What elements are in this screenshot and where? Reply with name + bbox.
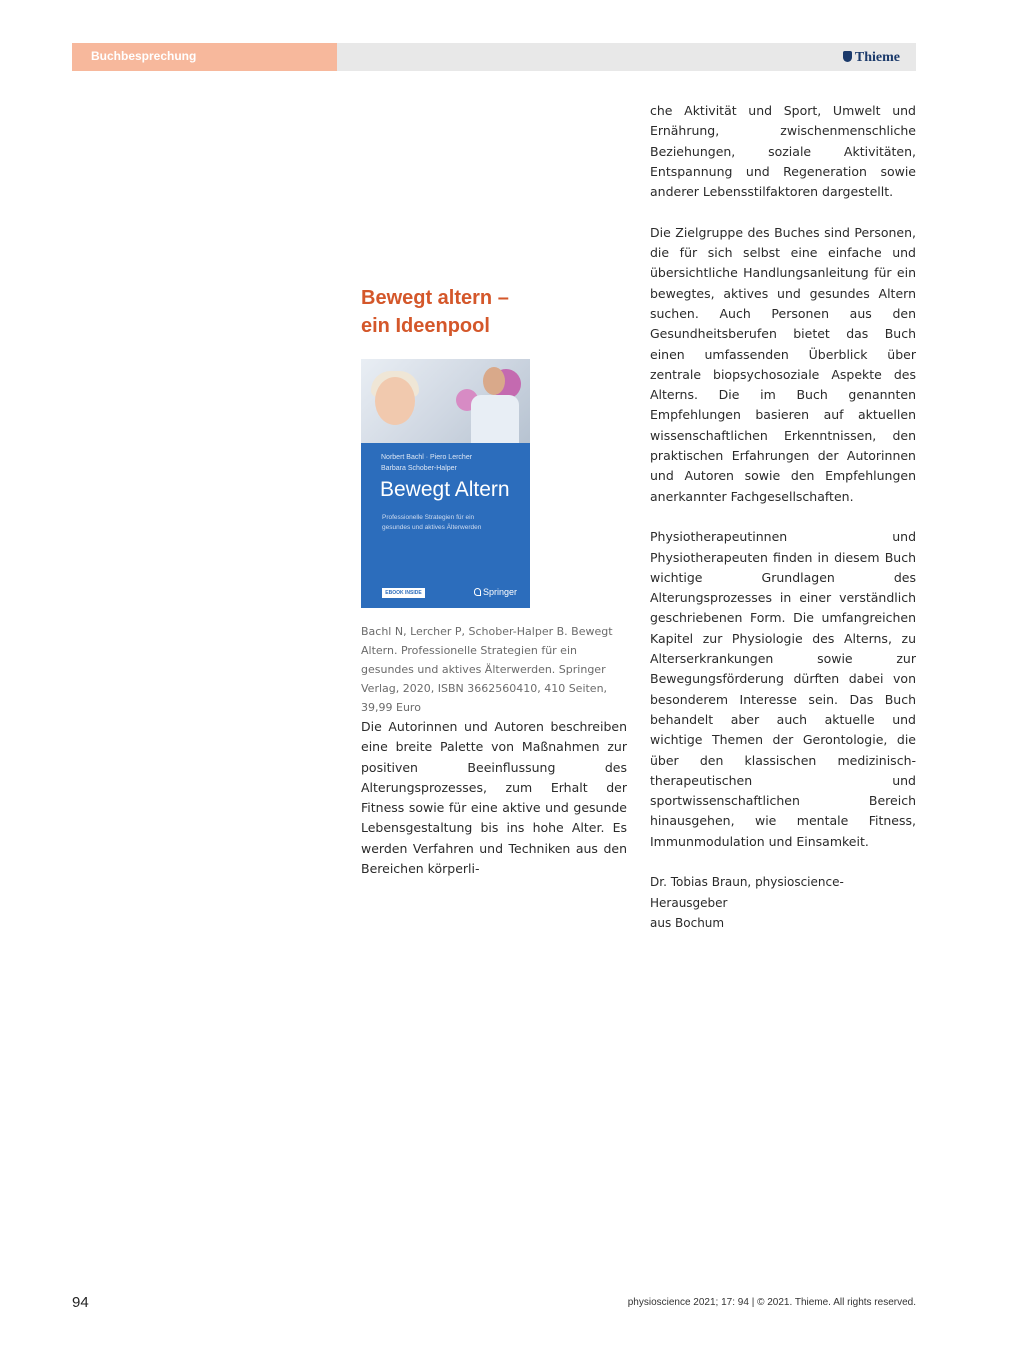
man-face-shape [483,367,505,395]
cover-title: Bewegt Altern [380,478,510,501]
cover-author-line: Norbert Bachl · Piero Lercher [381,454,473,461]
cover-publisher [474,587,517,597]
book-citation-caption: Bachl N, Lercher P, Schober-Halper B. Bewegt Altern. Professionelle Strategien für ein gesundes und aktives Älterwerden. Springer Verlag, 2020, ISBN 3662560410, 410 Seiten, 39,99 Euro [361,625,613,714]
cover-authors [381,452,526,474]
signature-line: Dr. Tobias Braun, physioscience-Herausgeber [650,875,844,910]
cover-author-line: Barbara Schober-Halper [381,465,457,472]
woman-face-shape [375,377,415,425]
signature-line: aus Bochum [650,915,725,930]
article-title-line-2: ein Ideenpool [361,315,490,337]
section-label: Buchbesprechung [72,43,337,71]
book-cover-image [361,359,530,608]
body-paragraph: che Aktivität und Sport, Umwelt und Ernährung, zwischenmenschliche Beziehungen, soziale Aktivitäten, Entspannung und Regeneration sowie anderer Lebensstilfaktoren dargestellt. [650,103,916,200]
body-paragraph: Physiotherapeutinnen und Physiotherapeuten finden in diesem Buch wichtige Grundlagen des Alterungsprozesses in einer verständlich geschriebenen Form. Die umfangreichen Kapitel zur Physiologie des Alterns, zu Alterserkrankungen sowie zur Bewegungsförderung dürften dabei von besonderem Interesse sein. Das Buch behandelt aber auch aktuelle und wichtige Themen der Gerontologie, die über den klassischen medizinisch-therapeutischen und sportwissenschaftlichen Bereich hinausgehen, wie mentale Fitness, Immunmodulation und Einsamkeit. [650,529,916,849]
body-column-left [361,717,627,879]
page-number: 94 [72,1294,89,1311]
article-title [361,284,601,340]
cover-subtitle: Professionelle Strategien für ein gesundes und aktives Älterwerden [382,514,482,531]
body-paragraph: Die Zielgruppe des Buches sind Personen, die für sich selbst eine einfache und übersichtliche Handlungsanleitung für ein bewegtes, aktives und gesundes Altern suchen. Auch Personen aus den Gesundheitsberufen bietet das Buch einen umfassenden Überblick über zentrale biopsychosoziale Aspekte des Alterns. Die im Buch genannten Empfehlungen basieren auf aktuellen wissenschaftlichen Erkenntnissen, den praktischen Erfahrungen der Autorinnen und Autoren sowie den Empfehlungen anerkannter Fachgesellschaften. [650,224,916,504]
reviewer-signature [650,872,916,933]
article-title-line-1: Bewegt altern – [361,287,509,309]
journal-citation: physioscience 2021; 17: 94 | © 2021. Thieme. All rights reserved. [627,1297,916,1308]
body-column-right [650,101,916,933]
running-header [72,43,916,71]
publisher-logo-text: Thieme [854,50,900,65]
cover-publisher-name: Springer [483,587,518,597]
ebook-badge: EBOOK INSIDE [382,588,425,598]
springer-horse-icon [474,588,481,596]
publisher-logo [843,43,900,71]
man-shirt-shape [471,395,519,443]
body-paragraph: Die Autorinnen und Autoren beschreiben eine breite Palette von Maßnahmen zur positiven Beeinflussung des Alterungsprozesses, zum Erhalt der Fitness sowie für eine aktive und gesunde Lebensgestaltung bis ins hohe Alter. Es werden Verfahren und Techniken aus den Bereichen körperli- [361,719,627,877]
cover-photo [361,359,530,443]
thieme-crest-icon [843,51,852,62]
